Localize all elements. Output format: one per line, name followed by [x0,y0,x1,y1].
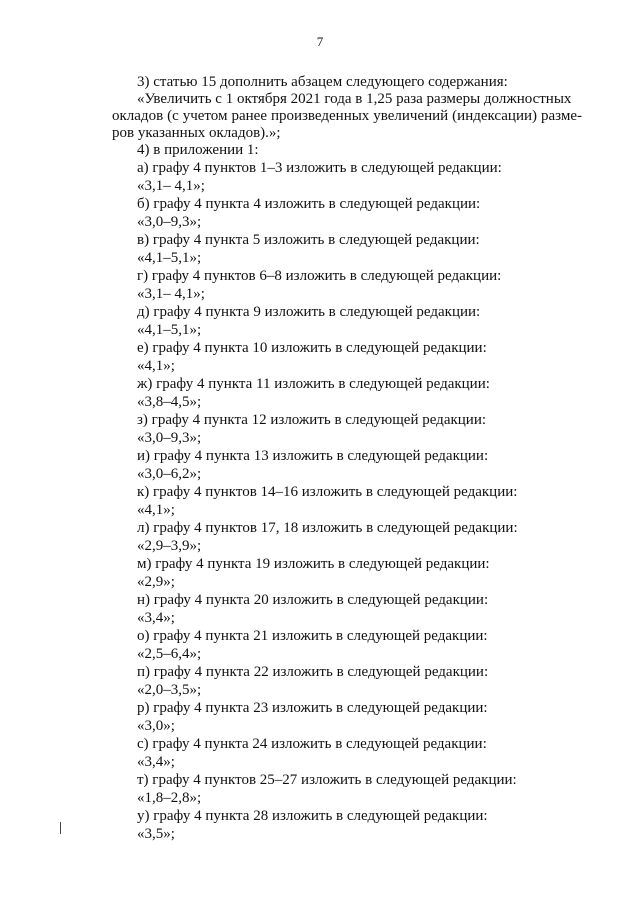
appendix-heading: 4) в приложении 1: [137,142,259,158]
item-value: «2,5–6,4»; [137,645,202,662]
page-number: 7 [316,34,324,49]
item-instruction: к) графу 4 пунктов 14–16 изложить в следующей редакции: [137,484,518,500]
item-value: «3,0–9,3»; [137,213,202,230]
quote-line-2: окладов (с учетом ранее произведенных увеличений (индексации) разме- [112,108,582,124]
item-instruction: б) графу 4 пункта 4 изложить в следующей редакции: [137,196,481,212]
list-item-p [112,664,582,699]
item-instruction: ж) графу 4 пункта 11 изложить в следующей редакции: [137,376,490,392]
item-instruction: г) графу 4 пунктов 6–8 изложить в следующей редакции: [137,268,502,284]
list-item-d [112,304,582,339]
scan-margin-mark [60,822,61,834]
item-value: «4,1–5,1»; [137,321,202,338]
list-item-l [112,520,582,555]
item-instruction: у) графу 4 пункта 28 изложить в следующей редакции: [137,808,488,824]
item-instruction: м) графу 4 пункта 19 изложить в следующей редакции: [137,556,490,572]
item-value: «4,1»; [137,357,175,374]
item-value: «3,4»; [137,609,175,626]
list-item-u [112,808,582,843]
list-item-s [112,736,582,771]
item-value: «3,8–4,5»; [137,393,202,410]
item-value: «3,1– 4,1»; [137,177,205,194]
item-instruction: р) графу 4 пункта 23 изложить в следующей редакции: [137,700,488,716]
item-value: «2,9–3,9»; [137,537,202,554]
item-instruction: т) графу 4 пунктов 25–27 изложить в следующей редакции: [137,772,517,788]
article-15-heading: 3) статью 15 дополнить абзацем следующего содержания: [137,74,508,90]
item-instruction: а) графу 4 пунктов 1–3 изложить в следующей редакции: [137,160,502,176]
item-value: «4,1–5,1»; [137,249,202,266]
list-item-v [112,232,582,267]
item-value: «3,0–6,2»; [137,465,202,482]
item-value: «3,0–9,3»; [137,429,202,446]
quote-line-1: «Увеличить с 1 октября 2021 года в 1,25 раза размеры должностных [137,91,572,107]
item-value: «1,8–2,8»; [137,789,202,806]
list-item-a [112,160,582,195]
item-value: «2,0–3,5»; [137,681,202,698]
item-instruction: о) графу 4 пункта 21 изложить в следующей редакции: [137,628,488,644]
item-value: «3,0»; [137,717,175,734]
list-item-r [112,700,582,735]
item-value: «3,4»; [137,753,175,770]
item-instruction: и) графу 4 пункта 13 изложить в следующей редакции: [137,448,489,464]
item-instruction: п) графу 4 пункта 22 изложить в следующей редакции: [137,664,489,680]
item-instruction: е) графу 4 пункта 10 изложить в следующей редакции: [137,340,487,356]
list-item-b [112,196,582,231]
quote-line-3: ров указанных окладов).»; [112,125,281,141]
item-value: «4,1»; [137,501,175,518]
item-instruction: з) графу 4 пункта 12 изложить в следующей редакции: [137,412,487,428]
list-item-k [112,484,582,519]
item-value: «3,1– 4,1»; [137,285,205,302]
list-item-n [112,592,582,627]
item-value: «2,9»; [137,573,175,590]
item-instruction: в) графу 4 пункта 5 изложить в следующей редакции: [137,232,480,248]
item-instruction: с) графу 4 пункта 24 изложить в следующей редакции: [137,736,487,752]
list-item-o [112,628,582,663]
item-instruction: н) графу 4 пункта 20 изложить в следующей редакции: [137,592,489,608]
list-item-e [112,340,582,375]
list-item-t [112,772,582,807]
list-item-zh [112,376,582,411]
list-item-z [112,412,582,447]
item-instruction: д) графу 4 пункта 9 изложить в следующей редакции: [137,304,481,320]
item-value: «3,5»; [137,825,175,842]
list-item-m [112,556,582,591]
item-instruction: л) графу 4 пунктов 17, 18 изложить в следующей редакции: [137,520,518,536]
list-item-i [112,448,582,483]
list-item-g [112,268,582,303]
document-body [112,74,582,843]
